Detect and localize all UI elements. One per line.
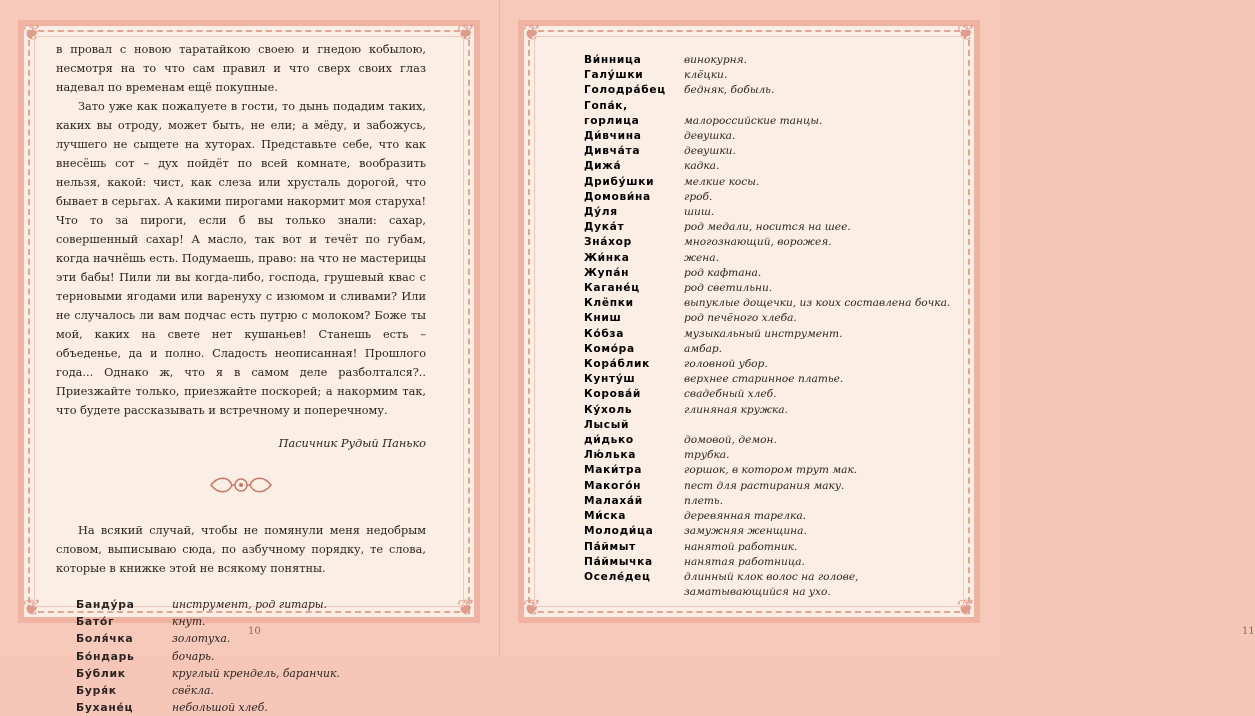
glossary-entry [578, 524, 958, 539]
glossary-term: Дижа́ [584, 160, 622, 173]
glossary-term: Макого́н [584, 479, 642, 492]
glossary-term: Па́ймыт [584, 540, 637, 553]
glossary-term: Малаха́й [584, 494, 643, 507]
glossary-definition: небольшой хлеб. [172, 701, 268, 715]
glossary-term: Дрибу́шки [584, 175, 655, 188]
glossary-definition: верхнее старинное платье. [684, 373, 844, 386]
glossary-list [56, 596, 426, 716]
glossary-entry [578, 311, 958, 326]
glossary-term: Банду́ра [76, 598, 135, 611]
glossary-definition: шиш. [684, 206, 715, 219]
decorative-ornament-icon [206, 471, 276, 499]
glossary-definition: жена. [684, 251, 719, 264]
glossary-definition: малороссийские танцы. [684, 114, 823, 127]
glossary-entry [56, 630, 426, 647]
glossary-definition: глиняная кружка. [684, 403, 788, 416]
corner-ornament-icon: ❦ [522, 21, 542, 46]
glossary-definition: род светильни. [684, 282, 773, 295]
glossary-entry [578, 448, 958, 463]
glossary-entry [56, 613, 426, 630]
glossary-term: Дивча́та [584, 145, 641, 158]
glossary-definition: нанятой работник. [684, 540, 798, 553]
glossary-definition: винокурня. [684, 54, 747, 66]
glossary-entry [56, 665, 426, 682]
glossary-entry [578, 83, 958, 98]
glossary-term: Бо́ндарь [76, 649, 135, 663]
corner-ornament-icon: ❦ [456, 21, 476, 46]
glossary-entry [578, 387, 958, 402]
glossary-entry [56, 699, 426, 716]
glossary-entry [578, 205, 958, 220]
corner-ornament-icon: ❦ [22, 596, 42, 621]
glossary-entry [578, 68, 958, 83]
glossary-entry [56, 682, 426, 699]
glossary-entry [578, 251, 958, 266]
corner-ornament-icon: ❦ [956, 21, 976, 46]
glossary-term: Жупа́н [584, 266, 630, 279]
glossary-definition: заматывающийся на ухо. [684, 586, 831, 599]
glossary-definition: деревянная тарелка. [684, 510, 807, 523]
glossary-entry [578, 296, 958, 311]
glossary-intro: На всякий случай, чтобы не помянули меня недобрым словом, выписываю сюда, по азбучному порядку, те слова, которые в книжке этой не всякому понятны. [56, 524, 426, 575]
glossary-entry-continuation [578, 585, 958, 600]
paragraph: Зато уже как пожалуете в гости, то дынь подадим таких, каких вы отроду, может быть, не ели; а мёду, и забожусь, лучшего не сыщете на хуторах. Представьте себе, что как внесёшь сот – дух пойдёт по всей комнате, вообразить нельзя, какой: чист, как слеза или хрусталь дорогой, что бывает в серьгах. А какими пирогами накормит моя старуха! Что то за пироги, если б вы только знали: сахар, совершенный сахар! А масло, так вот и течёт по губам, когда начнёшь есть. Подумаешь, право: на что не мастерицы эти бабы! Пили ли вы когда-либо, господа, грушевый квас с терновыми ягодами или варенуху с изюмом и сливами? Или не случалось ли вам подчас есть путрю с молоком? Боже ты мой, каких на свете нет кушаньев! Станешь есть – объеденье, да и полно. Сладость неописанная! Прошлого года... Однако ж, что я в самом деле разболтался?.. Приезжайте только, приезжайте поскорей; а накормим так, что будете рассказывать и встречному и поперечному. [56, 100, 426, 417]
glossary-definition: род кафтана. [684, 266, 762, 279]
glossary-term: Оселе́дец [584, 570, 651, 583]
glossary-definition: кадка. [684, 160, 720, 173]
glossary-term: Лысый [584, 418, 630, 431]
glossary-definition: род печёного хлеба. [684, 312, 797, 325]
glossary-term: Боля́чка [76, 632, 134, 646]
glossary-definition: девушка. [684, 130, 736, 143]
glossary-term: Кунту́ш [584, 373, 636, 386]
signature: Пасичник Рудый Панько [278, 437, 426, 450]
glossary-entry-continuation [578, 114, 958, 129]
glossary-entry [56, 596, 426, 613]
glossary-definition: бочарь. [172, 649, 215, 663]
glossary-definition: плеть. [684, 494, 724, 507]
glossary-definition: род медали, носится на шее. [684, 221, 851, 234]
glossary-entry [578, 570, 958, 585]
glossary-entry [578, 403, 958, 418]
glossary-term: Галу́шки [584, 69, 644, 82]
glossary-term: Клёпки [584, 297, 634, 310]
glossary-entry [56, 648, 426, 665]
glossary-term: Ди́вчина [584, 130, 642, 143]
glossary-entry [578, 494, 958, 509]
glossary-definition: домовой, демон. [684, 434, 777, 447]
corner-ornament-icon: ❦ [522, 596, 542, 621]
glossary-term: Молоди́ца [584, 525, 654, 538]
glossary-term: Ко́бза [584, 327, 625, 340]
glossary-entry [578, 540, 958, 555]
glossary-definition: головной убор. [684, 358, 768, 371]
glossary-term: Бато́г [76, 615, 115, 629]
glossary-entry [578, 175, 958, 190]
glossary-term: Кора́блик [584, 358, 651, 371]
glossary-definition: клёцки. [684, 69, 728, 82]
glossary-definition: пест для растирания маку. [684, 479, 845, 492]
left-page [0, 0, 500, 715]
glossary-term: Домови́на [584, 190, 651, 203]
glossary-term: Корова́й [584, 388, 641, 401]
glossary-entry [578, 235, 958, 250]
glossary-entry [578, 281, 958, 296]
glossary-term: Бу́блик [76, 666, 126, 680]
glossary-entry [578, 479, 958, 494]
glossary-term: Жи́нка [584, 251, 630, 264]
glossary-term: Буря́к [76, 684, 117, 698]
glossary-definition: горшок, в котором трут мак. [684, 464, 858, 477]
glossary-term: Зна́хор [584, 236, 632, 249]
glossary-term: Па́ймычка [584, 555, 653, 568]
glossary-definition: мелкие косы. [684, 175, 760, 188]
glossary-entry [578, 53, 958, 68]
glossary-entry [578, 418, 958, 433]
glossary-entry [578, 266, 958, 281]
glossary-entry [578, 129, 958, 144]
glossary-definition: выпуклые дощечки, из коих составлена бочка. [684, 297, 951, 310]
glossary-term: Гопа́к, [584, 99, 628, 112]
glossary-term: Голодра́бец [584, 84, 666, 97]
glossary-term: горлица [584, 114, 640, 127]
glossary-definition: музыкальный инструмент. [684, 327, 843, 340]
glossary-term: Бухане́ц [76, 701, 134, 715]
glossary-term: ди́дько [584, 434, 634, 447]
page-number-left: 10 [248, 626, 261, 637]
glossary-entry [578, 99, 958, 114]
glossary-term: Ви́нница [584, 54, 642, 66]
glossary-entry [578, 463, 958, 478]
glossary-term: Книш [584, 312, 622, 325]
glossary-term: Ду́ля [584, 206, 618, 219]
glossary-entry [578, 372, 958, 387]
glossary-definition: инструмент, род гитары. [172, 598, 327, 611]
glossary-definition: многознающий, ворожея. [684, 236, 832, 249]
glossary-definition: гроб. [684, 190, 713, 203]
page-number-right: 11 [1242, 626, 1255, 637]
glossary-term: Лю́лька [584, 449, 637, 462]
glossary-entry [578, 220, 958, 235]
glossary-entry [578, 190, 958, 205]
paragraph: в провал с новою таратайкою своею и гнедою кобылою, несмотря на то что сам правил и что сверх своих глаз надевал по временам ещё покупные. [56, 43, 426, 94]
glossary-entry [578, 357, 958, 372]
glossary-entry [578, 509, 958, 524]
glossary-definition: замужняя женщина. [684, 525, 807, 538]
glossary-definition: свёкла. [172, 684, 214, 698]
right-glossary-list [578, 53, 958, 600]
corner-ornament-icon: ❦ [22, 21, 42, 46]
glossary-definition: бедняк, бобыль. [684, 84, 775, 97]
left-page-text [56, 40, 426, 716]
glossary-term: Ку́холь [584, 403, 633, 416]
glossary-term: Дука́т [584, 221, 625, 234]
glossary-entry [578, 555, 958, 570]
glossary-entry [578, 159, 958, 174]
glossary-entry [578, 144, 958, 159]
glossary-definition: круглый крендель, баранчик. [172, 666, 340, 680]
glossary-term: Маки́тра [584, 464, 643, 477]
glossary-definition: нанятая работница. [684, 555, 805, 568]
glossary-term: Ми́ска [584, 510, 627, 523]
glossary-entry [578, 342, 958, 357]
glossary-definition: девушки. [684, 145, 736, 158]
glossary-term: Комо́ра [584, 342, 635, 355]
glossary-definition: трубка. [684, 449, 730, 462]
glossary-definition: длинный клок волос на голове, [684, 570, 859, 583]
glossary-entry-continuation [578, 433, 958, 448]
glossary-definition: амбар. [684, 342, 723, 355]
glossary-definition: кнут. [172, 615, 206, 629]
glossary-term: Кагане́ц [584, 282, 640, 295]
corner-ornament-icon: ❦ [456, 596, 476, 621]
corner-ornament-icon: ❦ [956, 596, 976, 621]
glossary-definition: золотуха. [172, 632, 231, 646]
glossary-entry [578, 327, 958, 342]
glossary-definition: свадебный хлеб. [684, 388, 777, 401]
